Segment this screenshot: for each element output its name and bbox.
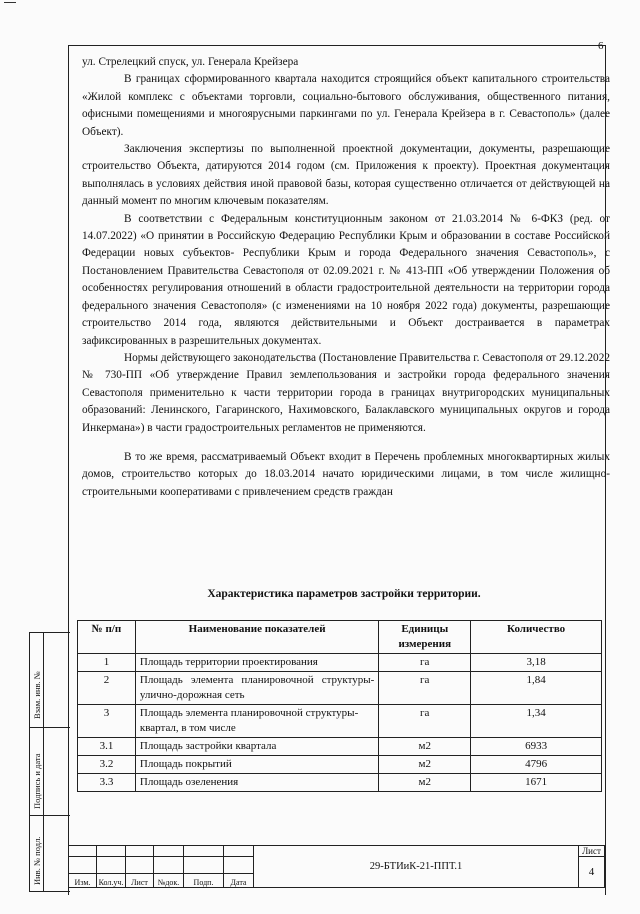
- header-quantity: Количество: [471, 621, 602, 654]
- row-quantity: 6933: [471, 738, 602, 756]
- paragraph-federal-law: В соответствии с Федеральным конституционным законом от 21.03.2014 № 6-ФКЗ (ред. от 14.07.2022) «О принятии в Российскую Федерацию Республики Крым и образовании в составе Российской Федерации новых субъектов- Республики Крым и города Федерального значения Севастополь», с Постановлением Правительства Севастополя от 02.09.2021 г. № 413-ПП «Об утверждении Положения об особенностях регулирования отношений в области градостроительной деятельности на территории города федерального значения Севастополя» (с изменениями на 10 ноября 2022 года) документы, разрешающие строительство 2014 года, являются действительными и Объект достраивается в параметрах зафиксированных в разрешительных документах.: [82, 212, 610, 347]
- table-header-row: [78, 621, 602, 654]
- table-row: [78, 672, 602, 705]
- stamp-col-label: №док.: [154, 873, 184, 887]
- document-code: 29-БТИиК-21-ППТ.1: [254, 846, 579, 888]
- row-quantity: 1,34: [471, 705, 602, 738]
- row-name: Площадь покрытий: [135, 756, 378, 774]
- stamp-col-label: Лист: [126, 873, 154, 887]
- corner-mark: [4, 2, 16, 3]
- side-label-replace-inv: Взам. инв. №: [32, 671, 42, 719]
- side-stamp: [29, 632, 70, 892]
- table-title: Характеристика параметров застройки территории.: [207, 588, 481, 600]
- sheet-label: Лист: [579, 846, 605, 857]
- paragraph-norms: Нормы действующего законодательства (Постановление Правительства г. Севастополя от 29.12.2022 № 730-ПП «Об утверждение Правил землепользования и застройки города федерального значения Севастополя применительно к части территории города в границах внутригородских муниципальных образований: Ленинского, Гагаринского, Нахимовского, Балаклавского муниципальных округов и города Инкермана») в части градостроительных регламентов не применяются.: [82, 351, 610, 434]
- row-units: м2: [379, 774, 471, 792]
- header-name: Наименование показателей: [135, 621, 378, 654]
- table-row: [78, 738, 602, 756]
- row-number: 1: [78, 654, 136, 672]
- parameters-table: [77, 620, 602, 792]
- table-row: [78, 774, 602, 792]
- row-number: 3.3: [78, 774, 136, 792]
- paragraph-address: ул. Стрелецкий спуск, ул. Генерала Крейзера: [82, 56, 299, 68]
- stamp-col-label: Кол.уч.: [97, 873, 126, 887]
- row-number: 3.2: [78, 756, 136, 774]
- row-quantity: 3,18: [471, 654, 602, 672]
- table-row: [78, 654, 602, 672]
- page-number: 6: [598, 40, 604, 52]
- header-number: № п/п: [78, 621, 136, 654]
- paragraph-expertise: Заключения экспертизы по выполненной проектной документации, документы, разрешающие строительство Объекта, датируются 2014 годом (см. Приложения к проекту). Проектная документация выполнялась в условиях действия иной правовой базы, которая существенно отличается от действующей на данный момент по многим ключевым показателям.: [82, 143, 610, 208]
- header-units: Единицы измерения: [379, 621, 471, 654]
- row-units: га: [379, 705, 471, 738]
- row-number: 3: [78, 705, 136, 738]
- row-name: Площадь элемента планировочной структуры- улично-дорожная сеть: [135, 672, 378, 705]
- row-quantity: 1671: [471, 774, 602, 792]
- row-number: 3.1: [78, 738, 136, 756]
- stamp-col-label: Изм.: [69, 873, 97, 887]
- row-name: Площадь озеленения: [135, 774, 378, 792]
- frame-top-border: [68, 45, 605, 46]
- sheet-number: 4: [579, 857, 605, 888]
- side-label-signature-date: Подпись и дата: [32, 753, 42, 809]
- row-name: Площадь элемента планировочной структуры- квартал, в том числе: [135, 705, 378, 738]
- row-number: 2: [78, 672, 136, 705]
- paragraph-problem-list: В то же время, рассматриваемый Объект входит в Перечень проблемных многоквартирных жилых домов, строительство которых до 18.03.2014 начато юридическими лицами, в том числе жилищно-строительными кооперативами с привлечением средств граждан: [82, 450, 610, 498]
- side-label-inv-original: Инв. № подл.: [32, 836, 42, 885]
- row-units: га: [379, 672, 471, 705]
- paragraph-object: В границах сформированного квартала находится строящийся объект капитального строительства «Жилой комплекс с объектами торговли, социально-бытового обслуживания, общественного питания, офисными помещениями и многоярусными паркингами по ул. Генерала Крейзера в г. Севастополь» (далее Объект).: [82, 73, 610, 138]
- row-name: Площадь территории проектирования: [135, 654, 378, 672]
- row-quantity: 1,84: [471, 672, 602, 705]
- stamp-col-label: Подп.: [184, 873, 224, 887]
- row-units: м2: [379, 738, 471, 756]
- row-name: Площадь застройки квартала: [135, 738, 378, 756]
- row-units: га: [379, 654, 471, 672]
- title-block: [68, 845, 605, 888]
- table-row: [78, 756, 602, 774]
- stamp-col-label: Дата: [224, 873, 254, 887]
- table-row: [78, 705, 602, 738]
- row-quantity: 4796: [471, 756, 602, 774]
- row-units: м2: [379, 756, 471, 774]
- document-body: [82, 54, 610, 501]
